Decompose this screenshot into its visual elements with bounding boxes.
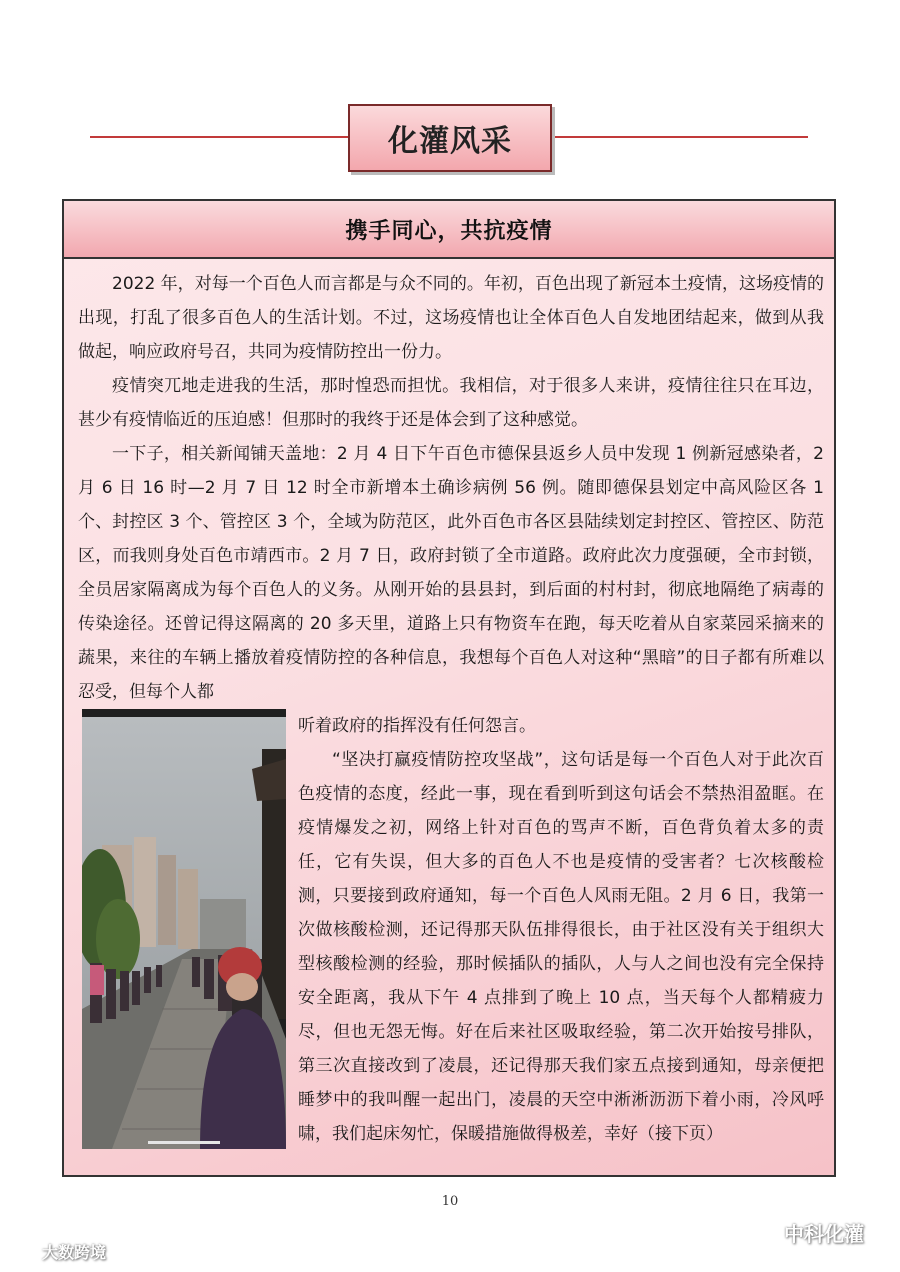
page-number: 10 [441, 1194, 459, 1209]
paragraph-4: “坚决打赢疫情防控攻坚战”，这句话是每一个百色人对于此次百色疫情的态度，经此一事，现在看到听到这句话会不禁热泪盈眶。在疫情爆发之初，网络上针对百色的骂声不断，百色背负着太多的责任，它有失误，但大多的百色人不也是疫情的受害者？七次核酸检测，只要接到政府通知，每一个百色人风雨无阻。2 月 6 日，我第一次做核酸检测，还记得那天队伍排得很长，由于社区没有关于组织大型核酸检测的经验，那时候插队的插队，人与人之间也没有完全保持安全距离，我从下午 4 点排到了晚上 10 点，当天每个人都精疲力尽，但也无怨无悔。好在后来社区吸取经验，第二次开始按号排队，第三次直接改到了凌晨，还记得那天我们家五点接到通知，母亲便把睡梦中的我叫醒一起出门，凌晨的天空中淅淅沥沥下着小雨，冷风呼啸，我们起床匆忙，保暖措施做得极差，幸好（接下页） [298, 750, 824, 1144]
watermark-right [752, 1218, 864, 1247]
paragraph-3: 一下子，相关新闻铺天盖地：2 月 4 日下午百色市德保县返乡人员中发现 1 例新冠感染者，2 月 6 日 16 时—2 月 7 日 12 时全市新增本土确诊病例 56 例。随即德保县划定中高风险区各 1 个、封控区 3 个、管控区 3 个，全域为防范区，此外百色市各区县陆续划定封控区、管控区、防范区，而我则身处百色市靖西市。2 月 7 日，政府封锁了全市道路。政府此次力度强硬，全市封锁，全员居家隔离成为每个百色人的义务。从刚开始的县县封，到后面的村村封，彻底地隔绝了病毒的传染途径。还曾记得这隔离的 20 多天里，道路上只有物资车在跑，每天吃着从自家菜园采摘来的蔬果，来往的车辆上播放着疫情防控的各种信息，我想每个百色人对这种“黑暗”的日子都有所难以忍受，但每个人都 [78, 444, 824, 702]
article-title: 携手同心，共抗疫情 [345, 218, 553, 244]
wechat-icon [752, 1222, 778, 1244]
article-panel [62, 199, 836, 1177]
paragraph-1: 2022 年，对每一个百色人而言都是与众不同的。年初，百色出现了新冠本土疫情，这场疫情的出现，打乱了很多百色人的生活计划。不过，这场疫情也让全体百色人自发地团结起来，做到从我做起，响应政府号召，共同为疫情防控出一份力。 [78, 274, 824, 362]
queue-photo [82, 709, 286, 1149]
article-body-top [78, 267, 824, 709]
paragraph-2: 疫情突兀地走进我的生活，那时惶恐而担忧。我相信，对于很多人来讲，疫情往往只在耳边，甚少有疫情临近的压迫感！但那时的我终于还是体会到了这种感觉。 [78, 376, 824, 430]
header-rule-left [90, 136, 348, 138]
section-title: 化灌风采 [388, 124, 512, 159]
article-title-bar [64, 201, 834, 259]
watermark-left [8, 1240, 106, 1263]
queue-photo-illustration [82, 709, 286, 1149]
paragraph-3-continuation: 听着政府的指挥没有任何怨言。 [298, 716, 536, 736]
watermark-left-text: 大数跨境 [42, 1243, 107, 1262]
section-title-box [348, 104, 552, 172]
article-body-right [298, 709, 824, 1151]
chain-logo-icon [8, 1241, 38, 1263]
watermark-right-text: 中科化灌 [784, 1222, 864, 1246]
header-rule-right [552, 136, 808, 138]
